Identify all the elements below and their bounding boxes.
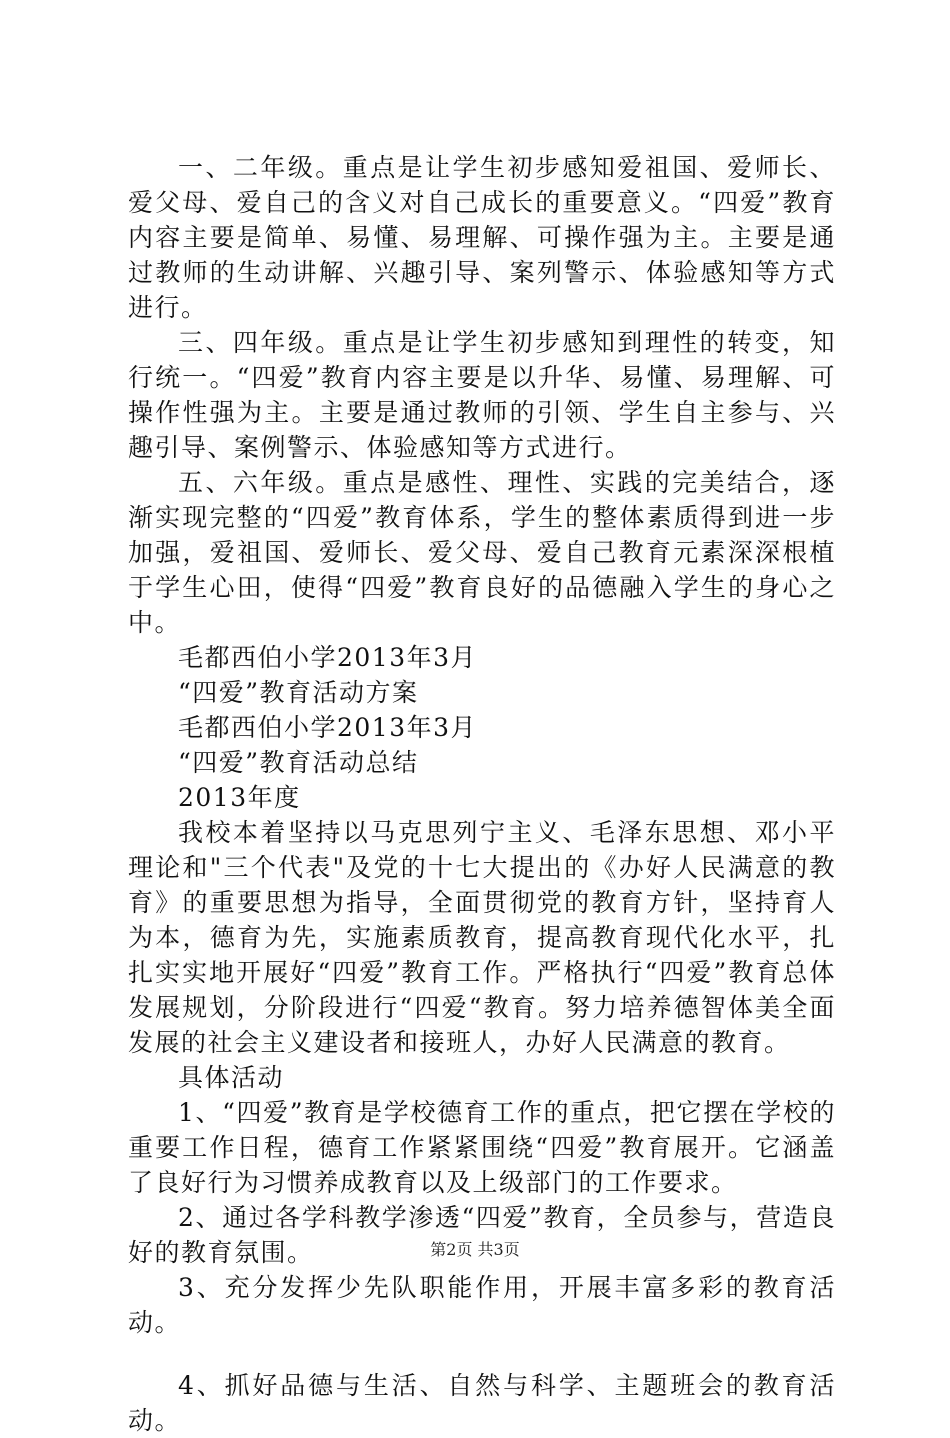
paragraph-introduction: 我校本着坚持以马克思列宁主义、毛泽东思想、邓小平理论和"三个代表"及党的十七大提出的《办好人民满意的教育》的重要思想为指导，全面贯彻党的教育方针，坚持育人为本，德育为先，实施素质教育，提高教育现代化水平，扎扎实实地开展好“四爱”教育工作。严格执行“四爱”教育总体发展规划，分阶段进行“四爱“教育。努力培养德智体美全面发展的社会主义建设者和接班人，办好人民满意的教育。 (128, 818, 836, 1057)
heading-activity-summary: “四爱”教育活动总结 (178, 748, 419, 777)
list-item-4: 4、抓好品德与生活、自然与科学、主题班会的教育活动。 (128, 1371, 836, 1435)
paragraph-grades-3-4: 三、四年级。重点是让学生初步感知到理性的转变，知行统一。“四爱”教育内容主要是以升华、易懂、易理解、可操作性强为主。主要是通过教师的引领、学生自主参与、兴趣引导、案例警示、体验感知等方式进行。 (128, 328, 836, 462)
signature-school-date-2: 毛都西伯小学2013年3月 (178, 713, 478, 742)
heading-specific-activities: 具体活动 (178, 1063, 285, 1092)
page-number-footer: 第2页 共3页 (430, 1240, 520, 1259)
list-item-1: 1、“四爱”教育是学校德育工作的重点，把它摆在学校的重要工作日程，德育工作紧紧围绕“四爱”教育展开。它涵盖了良好行为习惯养成教育以及上级部门的工作要求。 (128, 1098, 836, 1197)
paragraph-grades-5-6: 五、六年级。重点是感性、理性、实践的完美结合，逐渐实现完整的“四爱”教育体系，学生的整体素质得到进一步加强，爱祖国、爱师长、爱父母、爱自己教育元素深深根植于学生心田，使得“四爱”教育良好的品德融入学生的身心之中。 (128, 468, 836, 637)
paragraph-grades-1-2: 一、二年级。重点是让学生初步感知爱祖国、爱师长、爱父母、爱自己的含义对自己成长的重要意义。“四爱”教育内容主要是简单、易懂、易理解、可操作强为主。主要是通过教师的生动讲解、兴趣引导、案列警示、体验感知等方式进行。 (128, 153, 836, 322)
list-item-3: 3、充分发挥少先队职能作用，开展丰富多彩的教育活动。 (128, 1273, 836, 1337)
year-label: 2013年度 (178, 783, 301, 812)
signature-school-date: 毛都西伯小学2013年3月 (178, 643, 478, 672)
list-item-2: 2、通过各学科教学渗透“四爱”教育，全员参与，营造良好的教育氛围。 (128, 1203, 836, 1267)
heading-activity-plan: “四爱”教育活动方案 (178, 678, 419, 707)
